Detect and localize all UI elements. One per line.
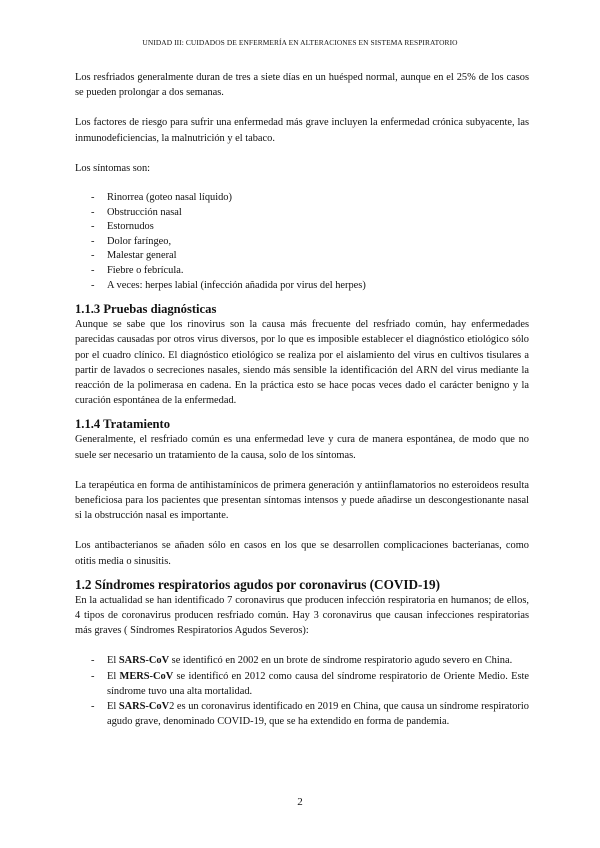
paragraph-cold-duration: Los resfriados generalmente duran de tres a siete días en un huésped normal, aunque en el 25% de los casos se pueden prolongar a dos semanas. <box>75 72 529 99</box>
section-heading-covid: 1.2 Síndromes respiratorios agudos por coronavirus (COVID-19) <box>75 576 440 592</box>
running-header: UNIDAD III: CUIDADOS DE ENFERMERÍA EN ALTERACIONES EN SISTEMA RESPIRATORIO <box>142 38 458 47</box>
section-heading-diagnostics: 1.1.3 Pruebas diagnósticas <box>75 302 217 317</box>
section-heading-treatment: 1.1.4 Tratamiento <box>75 417 171 432</box>
list-item: - Obstrucción nasal <box>91 206 182 218</box>
list-item: - Estornudos <box>91 221 154 233</box>
virus-name: MERS-CoV <box>119 670 174 682</box>
list-item: - A veces: herpes labial (infección añadida por virus del herpes) <box>91 279 366 291</box>
page-body <box>75 70 529 729</box>
paragraph-treatment-2: La terapéutica en forma de antihistamínicos de primera generación y antiinflamatorios no esteroideos resulta beneficiosa para los pacientes que presentan síntomas intensos y puede añadirse un descongestionante nasal si la obstrucción nasal es importante. <box>75 479 529 522</box>
list-item: - Rinorrea (goteo nasal líquido) <box>91 192 232 204</box>
list-item: - Malestar general <box>91 250 177 262</box>
paragraph-coronavirus-intro: En la actualidad se han identificado 7 coronavirus que producen infección respiratoria en humanos; de ellos, 4 tipos de coronavirus producen resfriado común. Hay 3 coronavirus que causan infecciones respiratorias más graves ( Síndromes Respiratorios Agudos Severos): <box>75 594 529 637</box>
list-item: - El SARS-CoV se identificó en 2002 en un brote de síndrome respiratorio agudo severo en China. <box>91 655 513 667</box>
paragraph-diagnostics: Aunque se sabe que los rinovirus son la causa más frecuente del resfriado común, hay enfermedades parecidas causadas por otros virus diversos, por lo que es imposible establecer el diagnóstico etiológico sólo por el cuadro clínico. El diagnóstico etiológico se realiza por el aislamiento del virus en cultivos tisulares a partir de lavados o secreciones nasales, siendo más sensible la identificación del ARN del virus mediante la reacción de la polimerasa en cadena. En la práctica esto se hace pocas veces dado el carácter benigno y la curación espontánea de la enfermedad. <box>75 319 529 407</box>
list-item: - Fiebre o febrícula. <box>91 264 184 276</box>
virus-name: SARS-CoV <box>118 701 170 713</box>
list-item: - El SARS-CoV2 es un coronavirus identificado en 2019 en China, que causa un síndrome respiratorio agudo grave, denominado COVID-19, que se ha extendido en forma de pandemia. <box>91 701 529 728</box>
paragraph-treatment-3: Los antibacterianos se añaden sólo en casos en los que se desarrollen complicaciones bacterianas, como otitis media o sinusitis. <box>75 540 529 567</box>
paragraph-risk-factors: Los factores de riesgo para sufrir una enfermedad más grave incluyen la enfermedad crónica subyacente, las inmunodeficiencias, la malnutrición y el tabaco. <box>75 117 529 144</box>
coronavirus-list <box>75 653 529 729</box>
list-item: - Dolor faríngeo, <box>91 235 172 247</box>
paragraph-symptoms-intro: Los síntomas son: <box>75 162 151 174</box>
list-item: - El MERS-CoV se identificó en 2012 como causa del síndrome respiratorio de Oriente Medio. Este síndrome tuvo una alta mortalidad. <box>91 670 529 697</box>
paragraph-treatment-1: Generalmente, el resfriado común es una enfermedad leve y cura de manera espontánea, de modo que no suele ser necesario un tratamiento de la causa, solo de los síntomas. <box>75 434 529 461</box>
page-number: 2 <box>297 796 303 808</box>
virus-name: SARS-CoV <box>118 655 170 667</box>
symptoms-list <box>75 191 529 293</box>
